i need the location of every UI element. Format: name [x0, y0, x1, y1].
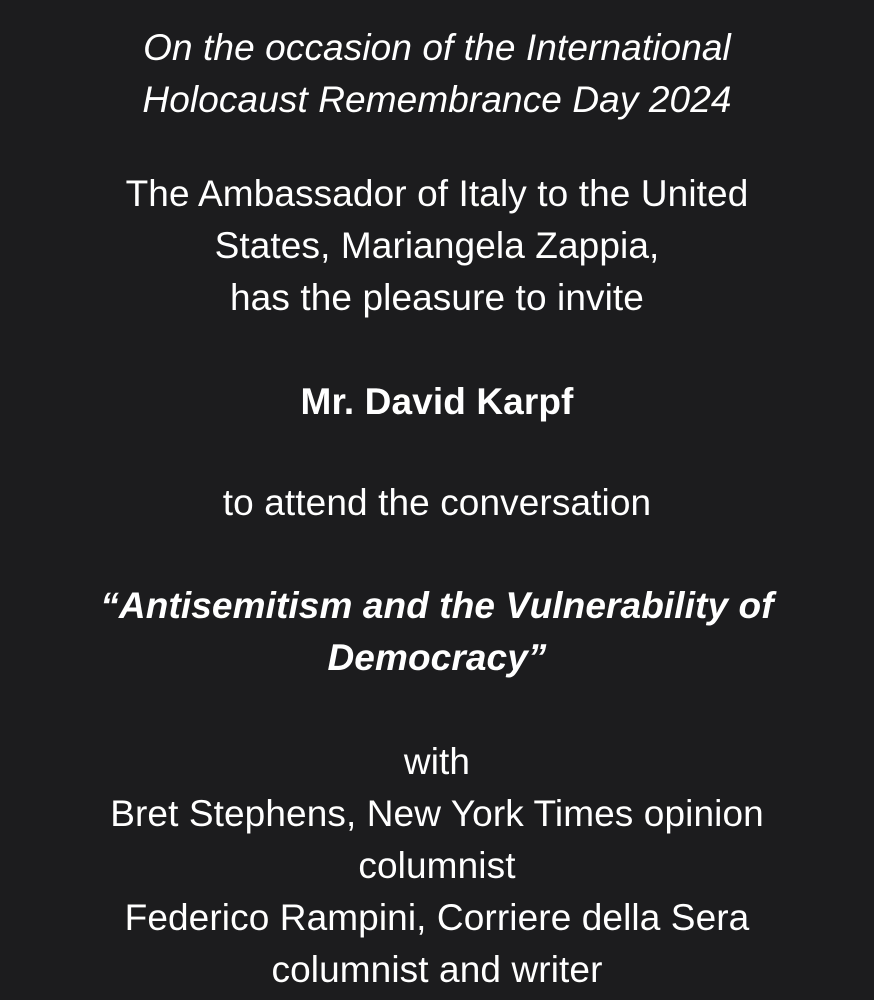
attend-text: to attend the conversation	[222, 482, 652, 523]
occasion-line-1: On the occasion of the International	[143, 27, 731, 68]
event-title-line-2: Democracy”	[327, 637, 547, 678]
speaker-1-line-1: Bret Stephens, New York Times opinion	[110, 793, 764, 834]
event-title	[0, 580, 874, 684]
speaker-1-line-2: columnist	[358, 845, 516, 886]
speakers-list	[0, 736, 874, 996]
speaker-2-line-1: Federico Rampini, Corriere della Sera	[124, 897, 750, 938]
occasion-line-2: Holocaust Remembrance Day 2024	[142, 79, 732, 120]
attend-statement	[0, 477, 874, 529]
host-line-3: has the pleasure to invite	[230, 277, 644, 318]
event-title-line-1: “Antisemitism and the Vulnerability of	[100, 585, 774, 626]
host-line-2: States, Mariangela Zappia,	[214, 225, 660, 266]
speaker-2-line-2: columnist and writer	[271, 949, 603, 990]
occasion-heading	[0, 22, 874, 126]
with-text: with	[403, 741, 471, 782]
guest-name	[0, 376, 874, 428]
guest-name-text: Mr. David Karpf	[300, 381, 574, 422]
host-line-1: The Ambassador of Italy to the United	[125, 173, 749, 214]
host-statement	[0, 168, 874, 324]
